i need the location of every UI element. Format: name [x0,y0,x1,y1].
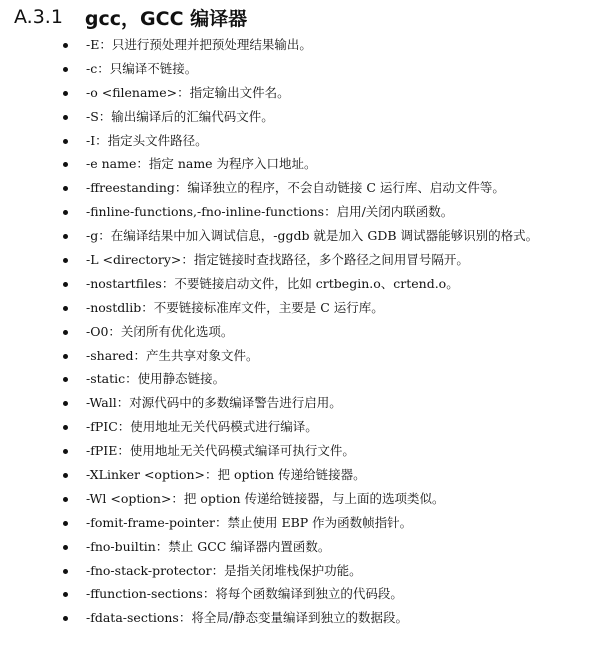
list-item-text: -E：只进行预处理并把预处理结果输出。 [86,37,312,52]
bullet-icon [63,401,68,406]
list-item-text: -nostdlib：不要链接标准库文件，主要是 C 运行库。 [86,299,384,315]
bullet-icon [63,449,68,454]
list-item-text: -fno-builtin：禁止 GCC 编译器内置函数。 [86,538,331,554]
bullet-icon [63,258,68,263]
list-item-text: -g：在编译结果中加入调试信息，-ggdb 就是加入 GDB 调试器能够识别的格式。 [86,228,539,244]
list-item-text: -shared：产生共享对象文件。 [86,347,259,363]
bullet-icon [63,67,68,72]
list-item-text: -nostartfiles：不要链接启动文件，比如 crtbegin.o、crtend.o。 [86,275,459,291]
section-number: A.3.1 [14,6,63,28]
list-item-text: -O0：关闭所有优化选项。 [86,323,234,339]
bullet-icon [63,282,68,287]
section-heading [14,2,247,32]
list-item-text: -c：只编译不链接。 [86,60,198,76]
bullet-icon [63,521,68,526]
list-item-text: -XLinker <option>：把 option 传递给链接器。 [86,467,366,483]
bullet-icon [63,497,68,502]
bullet-icon [63,425,68,430]
bullet-icon [63,115,68,120]
bullet-icon [63,545,68,550]
bullet-icon [63,330,68,335]
list-item-text: -fdata-sections：将全局/静态变量编译到独立的数据段。 [86,610,409,626]
list-item-text: -fPIE：使用地址无关代码模式编译可执行文件。 [86,443,355,459]
bullet-icon [63,354,68,359]
bullet-icon [63,91,68,96]
list-item-text: -finline-functions,-fno-inline-functions：启用/关闭内联函数。 [86,204,454,220]
bullet-icon [63,377,68,382]
list-item-text: -Wl <option>：把 option 传递给链接器，与上面的选项类似。 [86,490,445,506]
bullet-icon [63,43,68,48]
bullet-icon [63,210,68,215]
list-item-text: -Wall：对源代码中的多数编译警告进行启用。 [86,395,342,411]
list-item-text: -fno-stack-protector：是指关闭堆栈保护功能。 [86,562,362,578]
list-item-text: -fomit-frame-pointer：禁止使用 EBP 作为函数帧指针。 [86,514,413,530]
list-item-text: -ffunction-sections：将每个函数编译到独立的代码段。 [86,586,403,602]
bullet-icon [63,162,68,167]
list-item-text: -fPIC：使用地址无关代码模式进行编译。 [86,419,318,435]
bullet-icon [63,306,68,311]
bullet-icon [63,569,68,574]
list-item-text: -I：指定头文件路径。 [86,132,208,148]
list-item-text: -o <filename>：指定输出文件名。 [86,84,290,100]
bullet-icon [63,139,68,144]
list-item-text: -S：输出编译后的汇编代码文件。 [86,108,274,124]
list-item-text: -L <directory>：指定链接时查找路径，多个路径之间用冒号隔开。 [86,252,469,268]
bullet-icon [63,186,68,191]
list-item-text: -e name：指定 name 为程序入口地址。 [86,156,317,172]
bullet-icon [63,234,68,239]
list-item-text: -static：使用静态链接。 [86,371,226,387]
bullet-icon [63,616,68,621]
bullet-icon [63,473,68,478]
bullet-icon [63,592,68,597]
section-title: gcc，GCC 编译器 [84,7,248,30]
list-item-text: -ffreestanding：编译独立的程序，不会自动链接 C 运行库、启动文件等。 [86,180,505,196]
